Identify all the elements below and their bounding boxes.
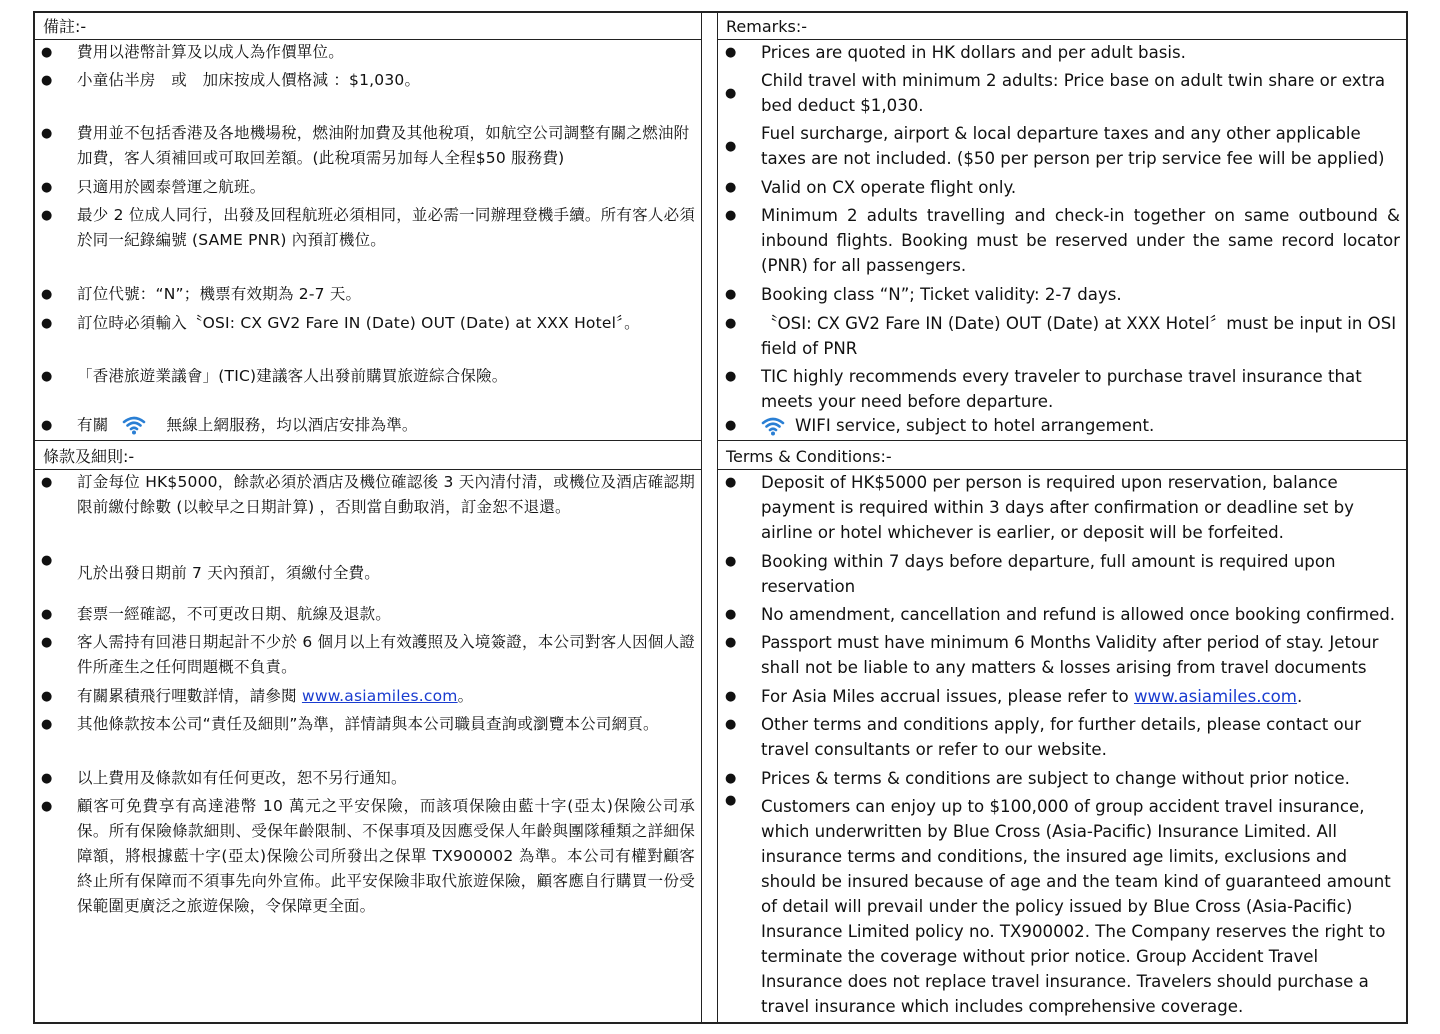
item-text [761,684,1400,709]
bullet-icon: ● [41,287,53,302]
item-text-post: 無線上網服務，均以酒店安排為準。 [166,416,418,434]
remarks-list-en [719,40,1406,440]
item-text-post: . [1296,687,1303,706]
item-text: 凡於出發日期前 7 天內預訂，須繳付全費。 [77,564,380,582]
item-text: Booking class “N”; Ticket validity: 2-7 days. [761,285,1122,304]
column-divider-left [701,11,702,1024]
item-text: 套票一經確認，不可更改日期、航線及退款。 [77,605,392,623]
item-text: 客人需持有回港日期起計不少於 6 個月以上有效護照及入境簽證，本公司對客人因個人證件所產生之任何問題概不負責。 [77,633,695,676]
item-text: Valid on CX operate flight only. [761,178,1017,197]
item-text: 訂位代號：“N”；機票有效期為 2-7 天。 [77,285,362,303]
bullet-icon: ● [41,635,53,650]
bullet-icon: ● [725,475,737,490]
bullet-icon: ● [41,369,53,384]
item-text: Prices are quoted in HK dollars and per adult basis. [761,43,1186,62]
bullet-icon: ● [41,799,53,814]
item-text [77,413,695,438]
item-text: 只適用於國泰營運之航班。 [77,178,266,196]
item-text: Child travel with minimum 2 adults: Price base on adult twin share or extra bed deduct $1,030. [761,71,1386,115]
asiamiles-link[interactable]: www.asiamiles.com [1133,687,1297,706]
item-text [77,684,695,709]
remarks-header-en: Remarks:- [726,17,807,36]
bullet-icon: ● [725,717,737,732]
column-divider-right [717,11,718,1024]
item-text: Minimum 2 adults travelling and check-in together on same outbound & inbound flights. Booking must be reserved under the same record locator (PNR) for all passengers. [761,206,1400,275]
border-right [1406,11,1408,1024]
item-text: 以上費用及條款如有任何更改，恕不另行通知。 [77,769,407,787]
bullet-icon: ● [725,793,737,808]
bullet-icon: ● [725,689,737,704]
bullet-icon: ● [41,73,53,88]
item-text: Booking within 7 days before departure, full amount is required upon reservation [761,552,1336,596]
bullet-icon: ● [725,607,737,622]
bullet-icon: ● [725,86,737,101]
remarks-header-zh: 備註:- [43,17,87,36]
bullet-icon: ● [41,126,53,141]
item-text-pre: For Asia Miles accrual issues, please refer to [761,687,1134,706]
item-text: Deposit of HK$5000 per person is required upon reservation, balance payment is required within 3 days after confirmation or deadline set by airline or hotel whichever is earlier, or deposit will be forfeited. [761,473,1355,542]
item-text: TIC highly recommends every traveler to purchase travel insurance that meets your need before departure. [761,367,1362,411]
item-text: Customers can enjoy up to $100,000 of group accident travel insurance, which underwritten by Blue Cross (Asia-Pacific) Insurance Limited. All insurance terms and conditions, the insured age limits, exclusions and should be insured because of age and the team kind of guaranteed amount of detail will prevail under the policy issued by Blue Cross (Asia-Pacific) Insurance Limited policy no. TX900002. The Company reserves the right to terminate the coverage without prior notice. Group Accident Travel Insurance does not replace travel insurance. Travelers should purchase a travel insurance which includes comprehensive coverage. [761,797,1391,1016]
bullet-icon: ● [41,689,53,704]
bullet-icon: ● [41,607,53,622]
bullet-icon: ● [725,369,737,384]
item-text: 訂位時必須輸入〝OSI: CX GV2 Fare IN (Date) OUT (Date) at XXX Hotel〞。 [77,314,640,332]
item-text: Prices & terms & conditions are subject to change without prior notice. [761,769,1350,788]
bullet-icon: ● [725,316,737,331]
wifi-icon [761,416,785,436]
bullet-icon: ● [41,418,53,433]
item-text: 最少 2 位成人同行，出發及回程航班必須相同，並必需一同辦理登機手續。所有客人必須於同一紀錄編號 (SAME PNR) 內預訂機位。 [77,206,695,249]
item-text: Passport must have minimum 6 Months Validity after period of stay. Jetour shall not be liable to any matters & losses arising from travel documents [761,633,1379,677]
bullet-icon: ● [725,554,737,569]
bullet-icon: ● [725,45,737,60]
border-bottom [33,1022,1408,1024]
bullet-icon: ● [725,771,737,786]
bullet-icon: ● [41,45,53,60]
item-text: 〝OSI: CX GV2 Fare IN (Date) OUT (Date) at XXX Hotel〞must be input in OSI field of PNR [761,314,1397,358]
bullet-icon: ● [725,418,737,433]
bullet-icon: ● [41,553,53,568]
item-text-pre: 有關 [77,416,109,434]
item-text: 其他條款按本公司“責任及細則”為準，詳情請與本公司職員查詢或瀏覽本公司網頁。 [77,715,659,733]
remarks-list-zh [35,40,701,440]
bullet-icon: ● [725,635,737,650]
item-text: Other terms and conditions apply, for further details, please contact our travel consultants or refer to our website. [761,715,1362,759]
item-text: No amendment, cancellation and refund is allowed once booking confirmed. [761,605,1396,624]
bullet-icon: ● [41,717,53,732]
item-text: 訂金每位 HK$5000，餘款必須於酒店及機位確認後 3 天內清付清，或機位及酒店確認期限前繳付餘數 (以較早之日期計算) ，否則當自動取消，訂金恕不退還。 [77,473,695,516]
wifi-icon [122,415,146,435]
asiamiles-link[interactable]: www.asiamiles.com [301,687,458,705]
terms-header-en: Terms & Conditions:- [726,447,892,466]
terms-header-zh: 條款及細則:- [43,447,135,466]
item-text-pre: 有關累積飛行哩數詳情，請參閱 [77,687,302,705]
terms-list-en [719,470,1406,1022]
item-text: 小童佔半房 或 加床按成人價格減 ：$1,030。 [77,71,421,89]
bullet-icon: ● [41,180,53,195]
bullet-icon: ● [41,475,53,490]
rule-section-split-zh [33,440,702,441]
bullet-icon: ● [41,316,53,331]
item-text: 「香港旅遊業議會」(TIC)建議客人出發前購買旅遊綜合保險。 [77,367,508,385]
bullet-icon: ● [725,208,737,223]
terms-list-zh [35,470,701,1022]
item-text [761,413,1400,438]
bullet-icon: ● [725,139,737,154]
remarks-terms-document [33,11,1408,1024]
bullet-icon: ● [725,180,737,195]
rule-section-split-en [717,440,1408,441]
bullet-icon: ● [725,287,737,302]
item-text: 顧客可免費享有高達港幣 10 萬元之平安保險，而該項保險由藍十字(亞太)保險公司承保。所有保險條款細則、受保年齡限制、不保事項及因應受保人年齡與團隊種類之詳細保障額，將根據藍十字(亞太)保險公司所發出之保單 TX900002 為準。本公司有權對顧客終止所有保障而不須事先向外宣佈。此平安保險非取代旅遊保險，顧客應自行購買一份受保範圍更廣泛之旅遊保險，令保障更全面。 [77,797,695,915]
bullet-icon: ● [41,771,53,786]
item-text: 費用並不包括香港及各地機場稅，燃油附加費及其他稅項，如航空公司調整有關之燃油附加費，客人須補回或可取回差額。(此稅項需另加每人全程$50 服務費) [77,124,690,167]
item-text-post: WIFI service, subject to hotel arrangement. [795,416,1155,435]
bullet-icon: ● [41,208,53,223]
item-text-post: 。 [457,687,474,705]
item-text: 費用以港幣計算及以成人為作價單位。 [77,43,344,61]
item-text: Fuel surcharge, airport & local departure taxes and any other applicable taxes are not included. ($50 per person per trip service fee will be applied) [761,124,1385,168]
